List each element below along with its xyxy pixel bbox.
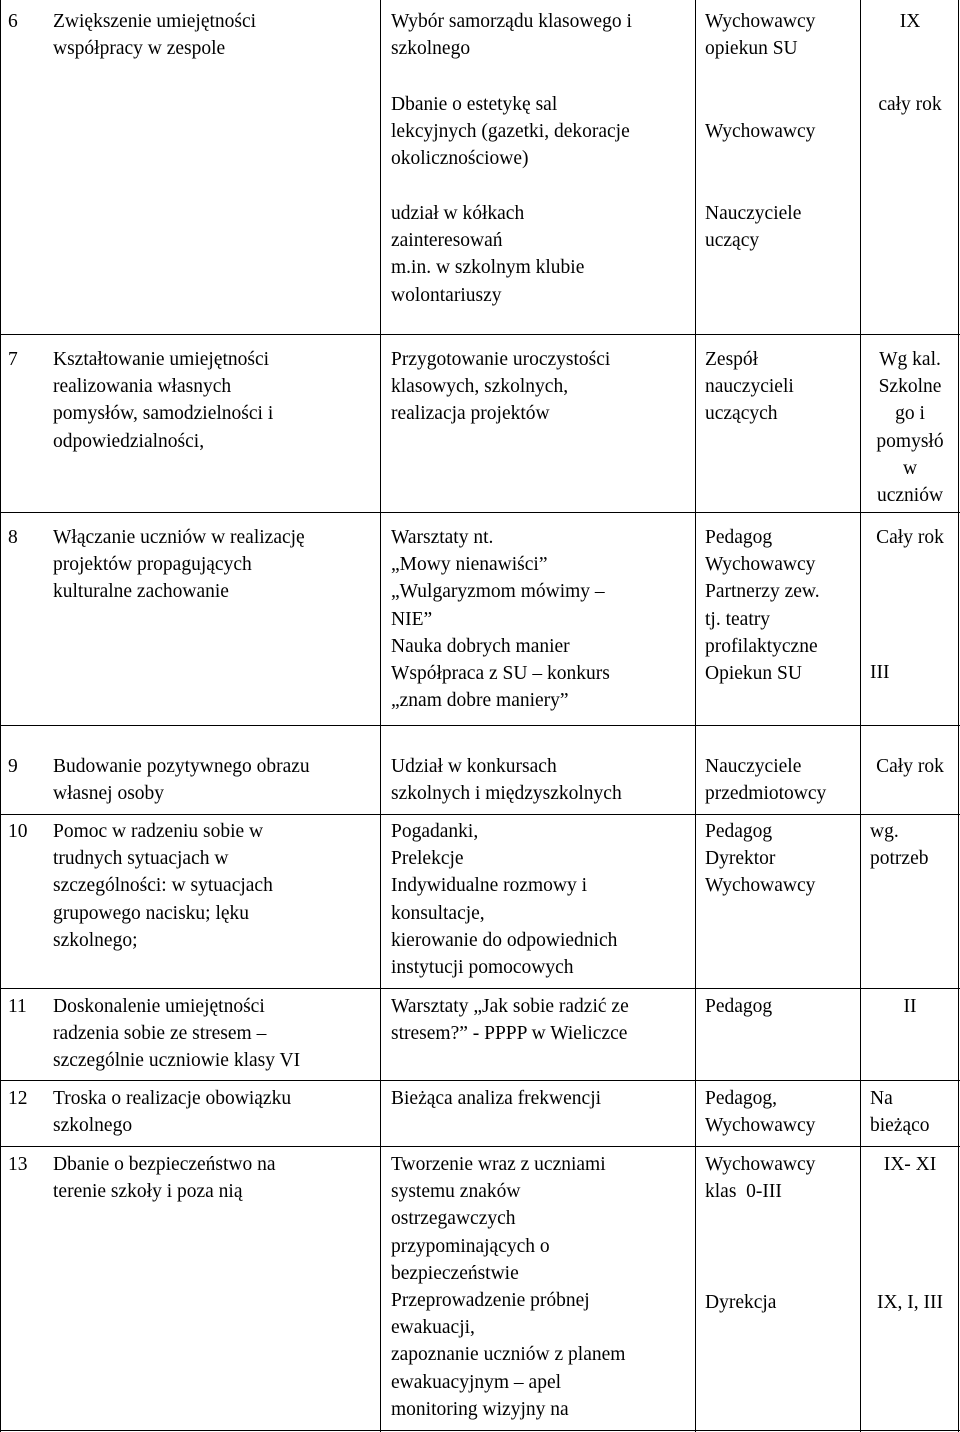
activity-text: lekcyjnych (gazetki, dekoracje <box>391 121 630 143</box>
term-text: w <box>902 457 918 479</box>
goal-text: terenie szkoły i poza nią <box>53 1181 243 1203</box>
activity-text: udział w kółkach <box>391 203 525 224</box>
activity-text: Współpraca z SU – konkurs <box>391 663 610 684</box>
goal-text: Budowanie pozytywnego obrazu <box>53 756 310 777</box>
column-divider <box>860 0 861 1432</box>
goal-text: Zwiększenie umiejętności <box>53 11 257 32</box>
responsible-text: Wychowawcy <box>705 121 816 142</box>
row-divider <box>0 1146 960 1147</box>
term-text: III <box>870 662 890 683</box>
activity-text: Pogadanki, <box>391 821 479 842</box>
activity-text: zainteresowań <box>391 230 503 252</box>
activity-text: monitoring wizyjny na <box>391 1398 569 1420</box>
goal-text: odpowiedzialności, <box>53 430 205 452</box>
goal-text: własnej osoby <box>53 783 165 805</box>
goal-text: radzenia sobie ze stresem – <box>53 1023 267 1045</box>
activity-text: Tworzenie wraz z uczniami <box>391 1154 606 1175</box>
activity-text: Wybór samorządu klasowego i <box>391 11 632 32</box>
goal-text: szczególności: w sytuacjach <box>53 875 273 897</box>
column-divider <box>380 0 381 1432</box>
term-text: bieżąco <box>870 1115 930 1137</box>
activity-text: zapoznanie uczniów z planem <box>391 1344 626 1366</box>
activity-text: Nauka dobrych manier <box>391 635 570 657</box>
activity-text: szkolnego <box>391 38 471 60</box>
term-text: go i <box>895 403 925 425</box>
activity-text: klasowych, szkolnych, <box>391 376 569 398</box>
activity-text: systemu znaków <box>391 1181 521 1203</box>
row-divider <box>0 1080 960 1081</box>
activity-text: Prelekcje <box>391 848 464 870</box>
responsible-text: uczący <box>705 230 760 252</box>
goal-text: projektów propagujących <box>53 554 252 576</box>
goal-text: Włączanie uczniów w realizację <box>53 527 305 548</box>
term-text: IX- XI <box>883 1154 937 1175</box>
goal-text: pomysłów, samodzielności i <box>53 403 274 425</box>
responsible-text: Nauczyciele <box>705 756 802 777</box>
activity-text: NIE” <box>391 608 433 630</box>
responsible-text: Pedagog <box>705 821 773 842</box>
responsible-text: Wychowawcy <box>705 1154 816 1175</box>
responsible-text: Pedagog <box>705 996 773 1017</box>
goal-text: szczególnie uczniowie klasy VI <box>53 1050 301 1072</box>
row-number: 6 <box>8 11 18 32</box>
activity-text: Przygotowanie uroczystości <box>391 349 611 370</box>
row-number: 9 <box>8 756 18 777</box>
responsible-text: Partnerzy zew. <box>705 581 820 603</box>
term-text: uczniów <box>876 485 944 506</box>
goal-text: szkolnego; <box>53 929 138 951</box>
activity-text: ostrzegawczych <box>391 1208 516 1230</box>
goal-text: Doskonalenie umiejętności <box>53 996 265 1017</box>
responsible-text: Pedagog, <box>705 1088 778 1109</box>
term-text: Szkolne <box>878 376 942 398</box>
term-text: wg. <box>870 821 899 842</box>
activity-text: instytucji pomocowych <box>391 957 574 978</box>
activity-text: Bieżąca analiza frekwencji <box>391 1088 602 1109</box>
responsible-text: nauczycieli <box>705 376 794 398</box>
column-divider <box>695 0 696 1432</box>
term-text: Cały rok <box>876 527 944 548</box>
term-text: Na <box>870 1088 893 1109</box>
goal-text: Dbanie o bezpieczeństwo na <box>53 1154 276 1175</box>
activity-text: bezpieczeństwie <box>391 1262 519 1284</box>
responsible-text: Wychowawcy <box>705 554 816 576</box>
row-divider <box>0 725 960 726</box>
responsible-text: Wychowawcy <box>705 11 816 32</box>
row-divider <box>0 988 960 989</box>
activity-text: szkolnych i międzyszkolnych <box>391 783 622 805</box>
term-text: Cały rok <box>876 756 944 777</box>
responsible-text: profilaktyczne <box>705 635 818 657</box>
activity-text: Dbanie o estetykę sal <box>391 94 558 115</box>
responsible-text: klas 0-III <box>705 1181 782 1203</box>
term-text: potrzeb <box>870 848 929 870</box>
activity-text: „Wulgaryzmom mówimy – <box>391 581 605 603</box>
goal-text: grupowego nacisku; lęku <box>53 902 250 924</box>
table-border <box>0 0 1 1432</box>
activity-text: ewakuacyjnym – apel <box>391 1371 562 1393</box>
goal-text: trudnych sytuacjach w <box>53 848 229 870</box>
responsible-text: przedmiotowcy <box>705 783 827 805</box>
goal-text: kulturalne zachowanie <box>53 581 229 603</box>
activity-text: Indywidualne rozmowy i <box>391 875 588 897</box>
activity-text: kierowanie do odpowiednich <box>391 929 618 951</box>
row-number: 12 <box>8 1088 28 1109</box>
responsible-text: Pedagog <box>705 527 773 548</box>
activity-text: Udział w konkursach <box>391 756 557 777</box>
row-divider <box>0 512 960 513</box>
responsible-text: Nauczyciele <box>705 203 802 224</box>
goal-text: współpracy w zespole <box>53 38 226 60</box>
activity-text: stresem?” - PPPP w Wieliczce <box>391 1023 628 1045</box>
activity-text: Przeprowadzenie próbnej <box>391 1290 590 1311</box>
responsible-text: Dyrektor <box>705 848 776 870</box>
table-border <box>958 0 959 1432</box>
activity-text: konsultacje, <box>391 902 485 924</box>
goal-text: szkolnego <box>53 1115 133 1137</box>
term-text: pomysłó <box>876 430 944 452</box>
row-divider <box>0 814 960 815</box>
row-number: 8 <box>8 527 18 548</box>
responsible-text: Zespół <box>705 349 759 370</box>
activity-text: okolicznościowe) <box>391 148 529 170</box>
table-border <box>0 1430 960 1431</box>
responsible-text: uczących <box>705 403 778 425</box>
row-number: 11 <box>8 996 27 1017</box>
row-divider <box>0 334 960 335</box>
responsible-text: Dyrekcja <box>705 1292 777 1313</box>
row-number: 10 <box>8 821 28 842</box>
row-number: 13 <box>8 1154 28 1175</box>
goal-text: realizowania własnych <box>53 376 232 398</box>
activity-text: Warsztaty nt. <box>391 527 494 548</box>
goal-text: Pomoc w radzeniu sobie w <box>53 821 264 842</box>
activity-text: m.in. w szkolnym klubie <box>391 257 585 279</box>
activity-text: przypominających o <box>391 1235 550 1257</box>
activity-text: „Mowy nienawiści” <box>391 554 548 576</box>
activity-text: Warsztaty „Jak sobie radzić ze <box>391 996 629 1017</box>
term-text: IX <box>899 11 921 32</box>
term-text: IX, I, III <box>876 1292 944 1313</box>
responsible-text: Opiekun SU <box>705 663 802 684</box>
row-number: 7 <box>8 349 18 370</box>
responsible-text: Wychowawcy <box>705 875 816 897</box>
term-text: II <box>903 996 917 1017</box>
activity-text: wolontariuszy <box>391 284 502 306</box>
responsible-text: opiekun SU <box>705 38 798 60</box>
responsible-text: tj. teatry <box>705 608 770 630</box>
goal-text: Kształtowanie umiejętności <box>53 349 270 370</box>
responsible-text: Wychowawcy <box>705 1115 816 1137</box>
goal-text: Troska o realizacje obowiązku <box>53 1088 292 1109</box>
activity-text: ewakuacji, <box>391 1317 475 1339</box>
activity-text: realizacja projektów <box>391 403 550 425</box>
activity-text: „znam dobre maniery” <box>391 690 569 712</box>
term-text: Wg kal. <box>879 349 941 370</box>
term-text: cały rok <box>878 94 942 115</box>
